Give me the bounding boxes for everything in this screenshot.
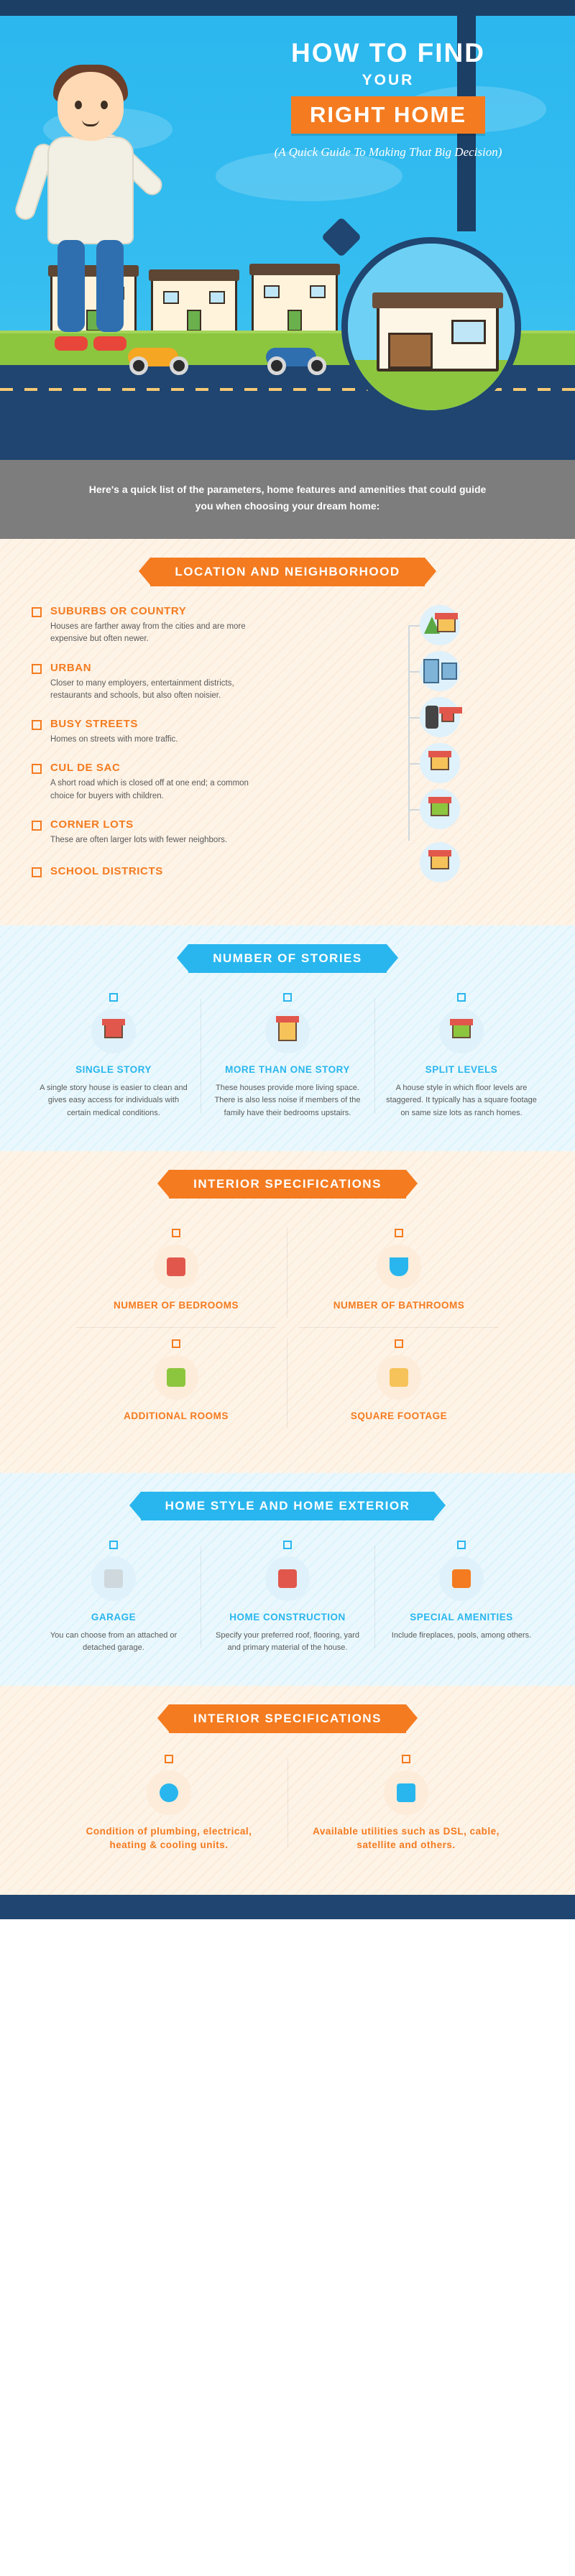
- section-banner-home-style: HOME STYLE AND HOME EXTERIOR: [141, 1492, 435, 1520]
- list-item[interactable]: [29, 1541, 198, 1654]
- section-interior-specs-1: [0, 1151, 575, 1473]
- hero-top-band: [0, 0, 575, 16]
- plumbing-tools-icon: [147, 1771, 191, 1815]
- list-item[interactable]: [65, 1328, 288, 1439]
- list-item-title: SPECIAL AMENITIES: [410, 1611, 513, 1622]
- footer-strip: [0, 1895, 575, 1919]
- list-item-title: SQUARE FOOTAGE: [350, 1410, 448, 1421]
- list-item-title: BUSY STREETS: [50, 718, 138, 731]
- hero-banner-label: RIGHT HOME: [291, 96, 485, 134]
- checkbox-icon[interactable]: [32, 821, 42, 831]
- utilities-columns: [0, 1733, 575, 1870]
- hero-section: [0, 0, 575, 460]
- location-icon-column: [377, 605, 542, 897]
- list-item[interactable]: [29, 993, 198, 1119]
- list-item[interactable]: [377, 993, 546, 1119]
- checkbox-icon[interactable]: [283, 993, 292, 1002]
- split-level-house-icon: [439, 1009, 484, 1053]
- list-item[interactable]: [203, 1541, 372, 1654]
- home-style-columns: [0, 1520, 575, 1661]
- hero-title: HOW TO FIND: [290, 38, 485, 68]
- list-item-title: ADDITIONAL ROOMS: [124, 1410, 229, 1421]
- list-item[interactable]: [32, 605, 377, 646]
- list-item-desc: Closer to many employers, entertainment districts, restaurants and schools, but also often noisier.: [50, 678, 234, 700]
- checkbox-icon[interactable]: [32, 867, 42, 877]
- list-item[interactable]: [203, 993, 372, 1119]
- list-item[interactable]: [50, 1755, 288, 1851]
- checkbox-icon[interactable]: [457, 1541, 466, 1549]
- person-illustration: [20, 65, 171, 366]
- checkbox-icon[interactable]: [395, 1229, 403, 1237]
- checkbox-icon[interactable]: [32, 664, 42, 674]
- list-item-title: HOME CONSTRUCTION: [229, 1611, 346, 1622]
- list-item[interactable]: [32, 662, 377, 703]
- corner-lot-icon: [420, 789, 460, 829]
- list-item[interactable]: [288, 1755, 525, 1851]
- hero-subtitle: (A Quick Guide To Making That Big Decision): [274, 144, 502, 159]
- checkbox-icon[interactable]: [165, 1755, 173, 1763]
- list-item[interactable]: [32, 818, 377, 846]
- list-item-title: CORNER LOTS: [50, 818, 134, 831]
- hero-your-label: YOUR: [362, 71, 415, 88]
- list-item-title: CUL DE SAC: [50, 762, 121, 775]
- section-banner-interior-2: INTERIOR SPECIFICATIONS: [169, 1704, 406, 1733]
- bed-icon: [154, 1245, 198, 1289]
- list-item-title: GARAGE: [91, 1611, 137, 1622]
- list-item[interactable]: [32, 865, 377, 881]
- floor-plan-icon: [377, 1355, 421, 1400]
- checkbox-icon[interactable]: [457, 993, 466, 1002]
- list-item-desc: These are often larger lots with fewer neighbors.: [50, 835, 228, 844]
- checkbox-icon[interactable]: [402, 1755, 410, 1763]
- section-location: [0, 539, 575, 925]
- roof-icon: [265, 1556, 310, 1601]
- checkbox-icon[interactable]: [172, 1229, 180, 1237]
- stories-columns: [0, 973, 575, 1126]
- list-item[interactable]: [32, 762, 377, 803]
- single-story-house-icon: [91, 1009, 136, 1053]
- traffic-light-icon: [420, 697, 460, 737]
- interior-grid: [0, 1199, 575, 1449]
- list-item[interactable]: [288, 1328, 510, 1439]
- list-item-title: URBAN: [50, 661, 92, 674]
- section-stories: [0, 925, 575, 1150]
- section-home-style: [0, 1473, 575, 1686]
- list-item-desc: Homes on streets with more traffic.: [50, 735, 178, 744]
- list-item-title: Condition of plumbing, electrical, heating & cooling units.: [86, 1826, 252, 1850]
- list-item-title: SCHOOL DISTRICTS: [50, 865, 163, 878]
- list-item-title: SPLIT LEVELS: [425, 1064, 498, 1076]
- list-item-desc: A single story house is easier to clean and gives easy access for individuals with certain medical conditions.: [40, 1084, 188, 1117]
- section-banner-interior-1: INTERIOR SPECIFICATIONS: [169, 1170, 406, 1199]
- list-item[interactable]: [377, 1541, 546, 1654]
- checkbox-icon[interactable]: [283, 1541, 292, 1549]
- list-item-title: Available utilities such as DSL, cable, satellite and others.: [313, 1826, 500, 1850]
- section-interior-specs-2: [0, 1686, 575, 1894]
- satellite-dish-icon: [384, 1771, 428, 1815]
- section-banner-location: LOCATION AND NEIGHBORHOOD: [150, 558, 424, 586]
- list-item-desc: Specify your preferred roof, flooring, yard and primary material of the house.: [216, 1631, 359, 1653]
- list-item-desc: Include fireplaces, pools, among others.: [391, 1631, 532, 1640]
- list-item[interactable]: [32, 718, 377, 746]
- school-building-icon: [420, 842, 460, 882]
- location-list: [32, 605, 377, 897]
- section-banner-stories: NUMBER OF STORIES: [188, 944, 386, 973]
- list-item-title: NUMBER OF BATHROOMS: [333, 1299, 465, 1311]
- dead-end-sign-icon: [420, 743, 460, 783]
- list-item-title: SINGLE STORY: [75, 1064, 152, 1076]
- list-item-title: SUBURBS OR COUNTRY: [50, 605, 187, 618]
- checkbox-icon[interactable]: [32, 720, 42, 730]
- list-item[interactable]: [65, 1217, 288, 1328]
- trees-house-icon: [420, 605, 460, 645]
- fireplace-icon: [439, 1556, 484, 1601]
- rooms-icon: [154, 1355, 198, 1400]
- checkbox-icon[interactable]: [109, 993, 118, 1002]
- list-item-desc: A house style in which floor levels are staggered. It typically has a square footage on same size lots as ranch homes.: [386, 1084, 537, 1117]
- list-item[interactable]: [288, 1217, 510, 1328]
- list-item-desc: Houses are farther away from the cities and are more expensive but often newer.: [50, 622, 246, 644]
- checkbox-icon[interactable]: [109, 1541, 118, 1549]
- bathtub-icon: [377, 1245, 421, 1289]
- list-item-desc: You can choose from an attached or detached garage.: [50, 1631, 178, 1653]
- intro-text: Here's a quick list of the parameters, home features and amenities that could guide you when choosing your dream home:: [0, 460, 575, 539]
- checkbox-icon[interactable]: [32, 607, 42, 617]
- connector-line: [408, 625, 410, 841]
- city-buildings-icon: [420, 651, 460, 691]
- checkbox-icon[interactable]: [32, 764, 42, 774]
- garage-door-icon: [91, 1556, 136, 1601]
- list-item-title: MORE THAN ONE STORY: [225, 1064, 350, 1076]
- location-content: [0, 586, 575, 901]
- checkbox-icon[interactable]: [172, 1339, 180, 1348]
- list-item-desc: A short road which is closed off at one end; a common choice for buyers with children.: [50, 779, 249, 800]
- checkbox-icon[interactable]: [395, 1339, 403, 1348]
- magnifier-icon: [341, 237, 521, 417]
- background-house: [252, 272, 338, 333]
- scooter-illustration: [266, 336, 328, 375]
- list-item-desc: These houses provide more living space. There is also less noise if members of the family have their bedrooms upstairs.: [214, 1084, 361, 1117]
- list-item-title: NUMBER OF BEDROOMS: [114, 1299, 239, 1311]
- two-story-house-icon: [265, 1009, 310, 1053]
- hero-title-block: [237, 37, 539, 161]
